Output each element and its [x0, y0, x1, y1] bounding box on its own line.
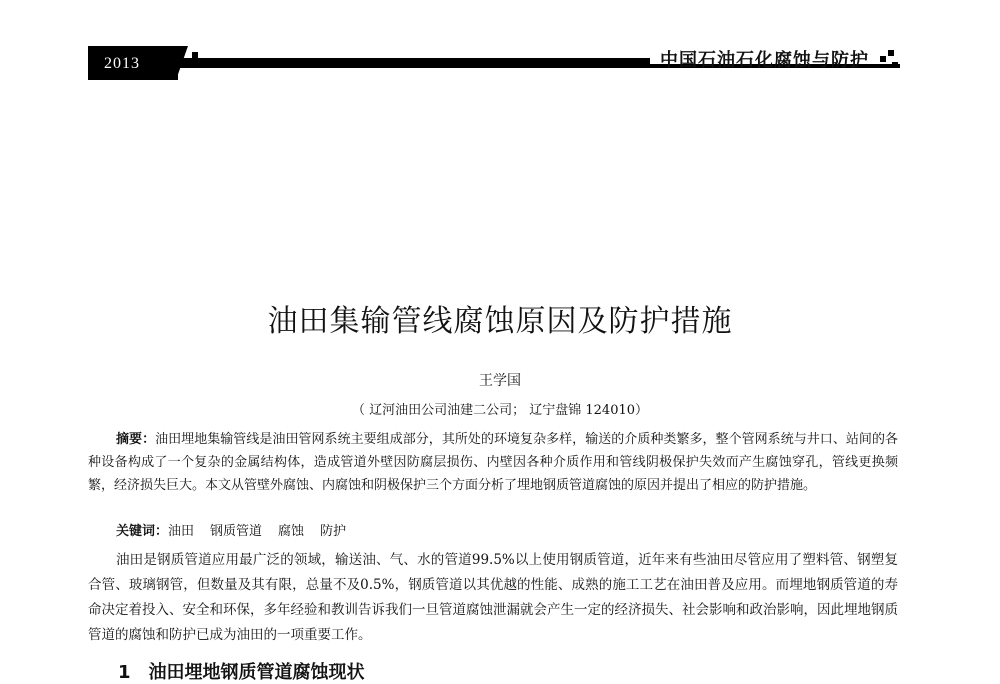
abstract [88, 428, 898, 497]
abstract-label: 摘要： [116, 432, 156, 447]
body-paragraph: 油田是钢质管道应用最广泛的领域，输送油、气、水的管道99.5%以上使用钢质管道，近年来有些油田尽管应用了塑料管、钢塑复合管、玻璃钢管，但数量及其有限，总量不及0.5%，钢质管道以其优越的性能、成熟的施工工艺在油田普及应用。而埋地钢质管道的寿命决定着投入、安全和环保，多年经验和教训告诉我们一旦管道腐蚀泄漏就会产生一定的经济损失、社会影响和政治影响，因此埋地钢质管道的腐蚀和防护已成为油田的一项重要工作。 [88, 552, 898, 643]
keyword: 腐蚀 [278, 524, 305, 539]
article-title: 油田集输管线腐蚀原因及防护措施 [267, 304, 733, 339]
section-heading: 1 油田埋地钢质管道腐蚀现状 [118, 662, 365, 683]
article-affiliation: （ 辽河油田公司油建二公司； 辽宁盘锦 124010） [351, 403, 649, 418]
keyword: 防护 [320, 524, 347, 539]
header-ornament-square [880, 56, 886, 62]
journal-name: 中国石油石化腐蚀与防护 [660, 50, 869, 71]
article-author: 王学国 [479, 373, 521, 389]
header-ornament-square [192, 52, 198, 58]
header-ornament-square [892, 62, 898, 68]
keywords [88, 520, 898, 543]
header-ornament-square [188, 62, 194, 68]
keyword: 油田 [168, 524, 195, 539]
abstract-text: 油田埋地集输管线是油田管网系统主要组成部分，其所处的环境复杂多样，输送的介质种类繁多，整个管网系统与井口、站间的各种设备构成了一个复杂的金属结构体，造成管道外壁因防腐层损伤、内壁因各种介质作用和管线阴极保护失效而产生腐蚀穿孔，管线更换频繁，经济损失巨大。本文从管壁外腐蚀、内腐蚀和阴极保护三个方面分析了埋地钢质管道腐蚀的原因并提出了相应的防护措施。 [88, 432, 898, 493]
header-notch [176, 46, 188, 80]
keywords-label: 关键词： [116, 524, 169, 539]
keyword: 钢质管道 [210, 524, 263, 539]
header-year: 2013 [104, 55, 140, 72]
header-ornament-square [888, 50, 894, 56]
